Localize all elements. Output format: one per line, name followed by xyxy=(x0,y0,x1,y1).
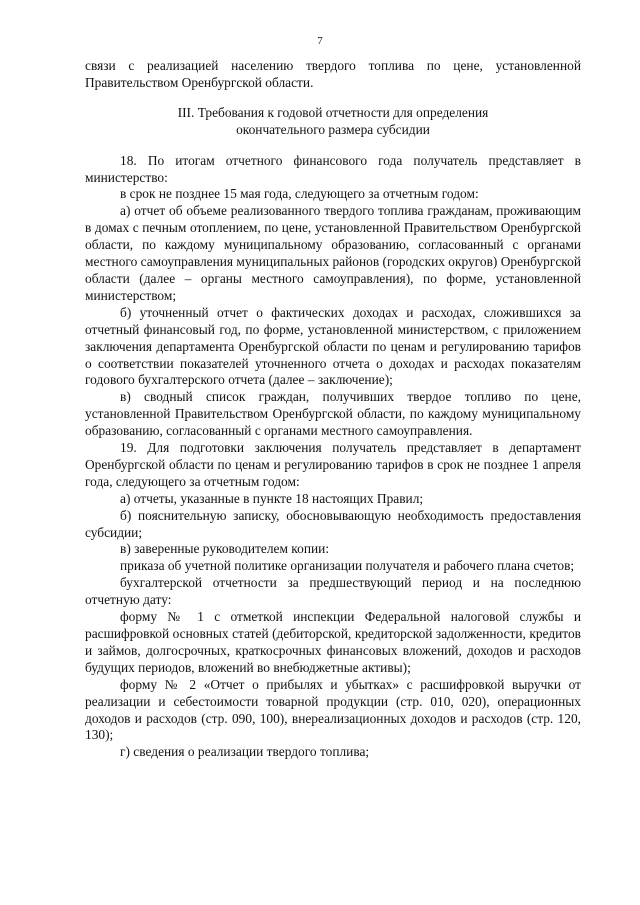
paragraph-form-2: форму № 2 «Отчет о прибылях и убытках» с расшифровкой выручки от реализации и себестоимости товарной продукции (стр. 010, 020), операционных доходов и расходов (стр. 090, 100), внереализационных доходов и расходов (стр. 120, 130); xyxy=(85,676,581,743)
paragraph-deadline: в срок не позднее 15 мая года, следующего за отчетным годом: xyxy=(120,186,479,202)
paragraph-form-1: форму № 1 с отметкой инспекции Федеральной налоговой службы и расшифровкой основных статей (дебиторской, кредиторской задолженности, кредитов и займов, долгосрочных, краткосрочных финансовых вложений, доходов и расходов будущих периодов, вложений во внебюджетные активы); xyxy=(85,609,581,675)
paragraph-financial-statements: бухгалтерской отчетности за предшествующий период и на последнюю отчетную дату: xyxy=(85,575,581,608)
paragraph-19: 19. Для подготовки заключения получатель представляет в департамент Оренбургской области по ценам и регулированию тарифов в срок не позднее 1 апреля года, следующего за отчетным годом: xyxy=(85,440,581,489)
section-heading xyxy=(85,105,581,139)
paragraph-19b: б) пояснительную записку, обосновывающую необходимость предоставления субсидии; xyxy=(85,507,581,540)
paragraph-18b: б) уточненный отчет о фактических доходах и расходах, сложившихся за отчетный финансовый год, по форме, установленной министерством, с приложением заключения департамента Оренбургской области по ценам и регулированию тарифов о соответствии показателей уточненного отчета о доходах и расходах показателям годового бухгалтерского отчета (далее – заключение); xyxy=(85,304,581,388)
page-number: 7 xyxy=(317,35,323,47)
paragraph-19g: г) сведения о реализации твердого топлива; xyxy=(120,744,370,760)
paragraph-accounting-policy: приказа об учетной политике организации получателя и рабочего плана счетов; xyxy=(120,558,575,574)
section-heading-line-2: окончательного размера субсидии xyxy=(236,121,430,137)
document-body xyxy=(85,58,581,761)
paragraph-18: 18. По итогам отчетного финансового года получатель представляет в министерство: xyxy=(85,152,581,185)
section-heading-line-1: III. Требования к годовой отчетности для определения xyxy=(177,104,489,120)
paragraph-18v: в) сводный список граждан, получивших твердое топливо по цене, установленной Правительством Оренбургской области, по каждому муниципальному образованию, согласованный с органами местного самоуправления. xyxy=(85,389,581,439)
intro-paragraph: связи с реализацией населению твердого топлива по цене, установленной Правительством Оренбургской области. xyxy=(85,58,581,90)
paragraph-19a: а) отчеты, указанные в пункте 18 настоящих Правил; xyxy=(120,490,424,506)
paragraph-18a: а) отчет об объеме реализованного твердого топлива гражданам, проживающим в домах с печным отоплением, по цене, установленной Правительством Оренбургской области, по каждому муниципальному образованию, согласованный с органами местного самоуправления муниципальных районов (городских округов) Оренбургской области (далее – органы местного самоуправления), по форме, установленной министерством; xyxy=(85,203,581,303)
paragraph-19v: в) заверенные руководителем копии: xyxy=(120,541,330,557)
